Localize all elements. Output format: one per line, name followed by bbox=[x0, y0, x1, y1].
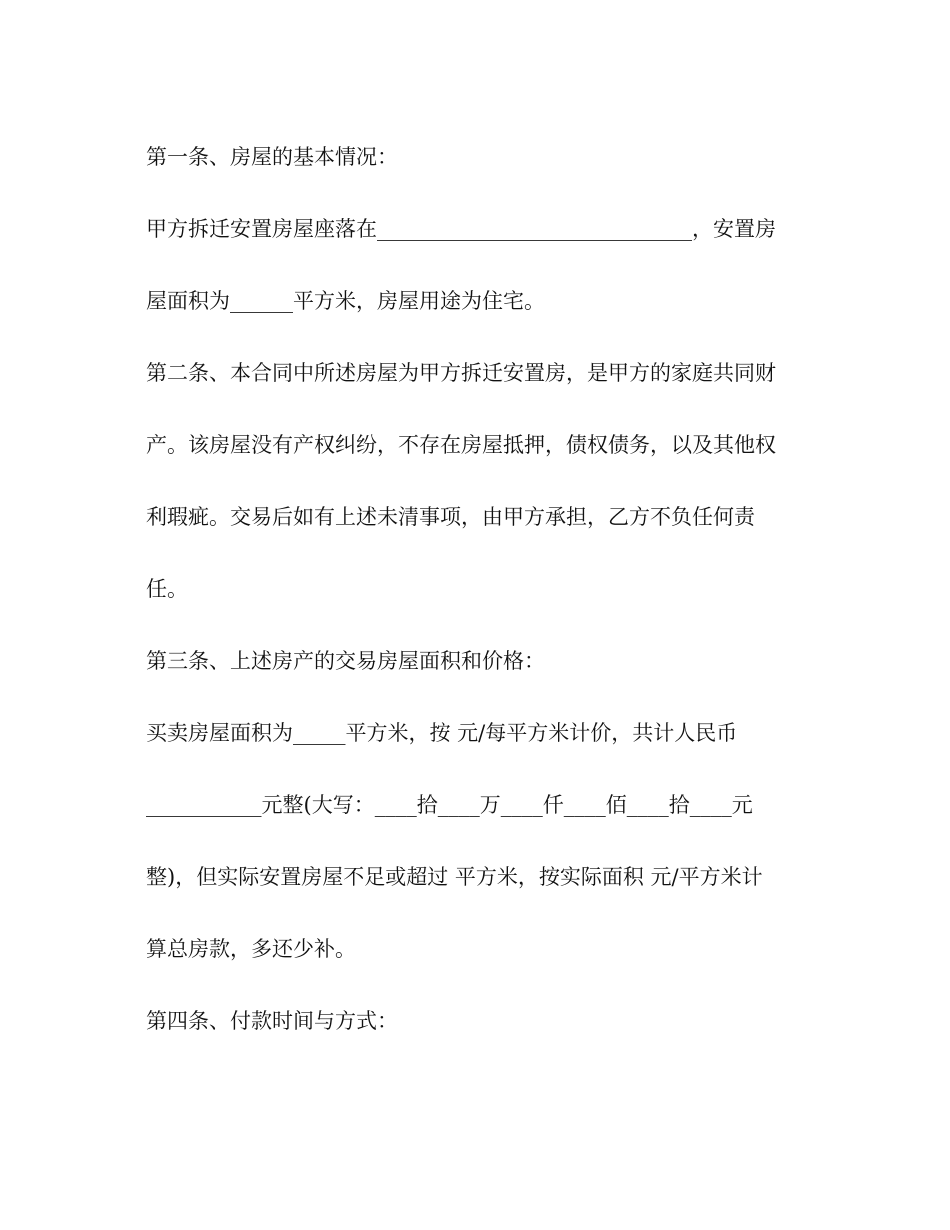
article-3-line-3: 整)，但实际安置房屋不足或超过 平方米，按实际面积 元/平方米计 bbox=[146, 865, 763, 889]
article-2-line-2: 产。该房屋没有产权纠纷，不存在房屋抵押，债权债务，以及其他权 bbox=[146, 433, 776, 457]
article-1-line-1: 甲方拆迁安置房屋座落在______________________________，安置房 bbox=[146, 217, 776, 241]
article-1-line-2: 屋面积为______平方米，房屋用途为住宅。 bbox=[146, 289, 545, 313]
article-3-heading: 第三条、上述房产的交易房屋面积和价格： bbox=[146, 649, 545, 673]
article-3-line-1: 买卖房屋面积为_____平方米，按 元/每平方米计价，共计人民币 bbox=[146, 721, 738, 745]
article-2-line-3: 利瑕疵。交易后如有上述未清事项，由甲方承担，乙方不负任何责 bbox=[146, 505, 755, 529]
article-2-line-4: 任。 bbox=[146, 577, 188, 601]
article-1-heading: 第一条、房屋的基本情况： bbox=[146, 145, 398, 169]
article-3-line-4: 算总房款，多还少补。 bbox=[146, 937, 356, 961]
article-3-line-2: ___________元整(大写：____拾____万____仟____佰____拾____元 bbox=[146, 793, 753, 817]
article-2-line-1: 第二条、本合同中所述房屋为甲方拆迁安置房，是甲方的家庭共同财 bbox=[146, 361, 776, 385]
article-4-heading: 第四条、付款时间与方式： bbox=[146, 1009, 398, 1033]
